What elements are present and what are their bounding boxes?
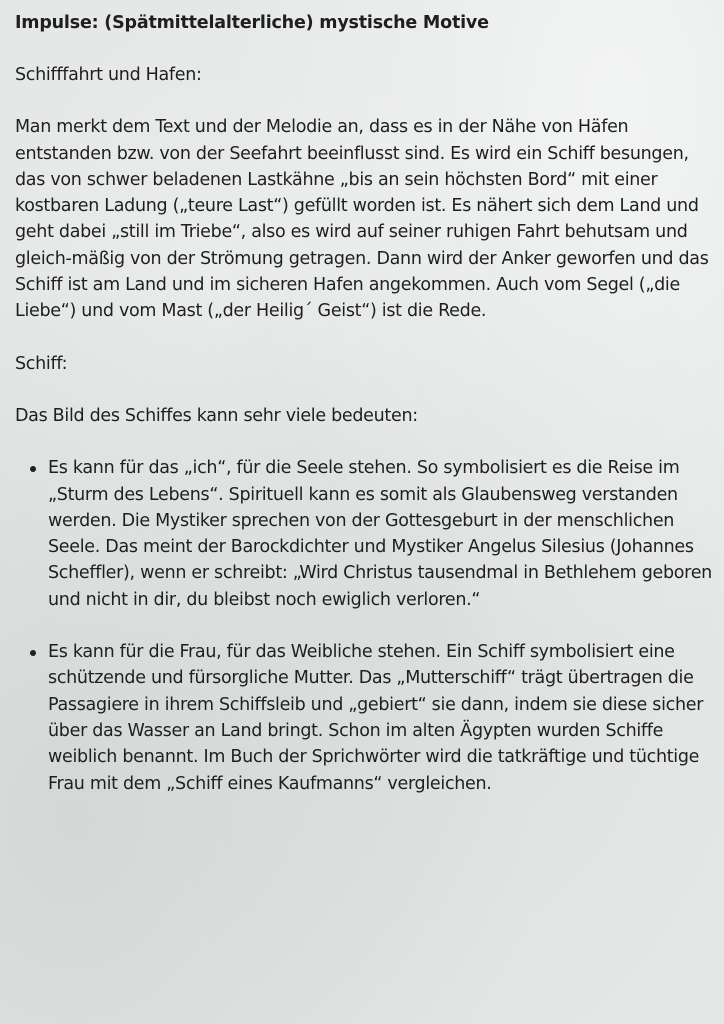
document-page xyxy=(15,10,715,823)
paragraph-ship-intro: Das Bild des Schiffes kann sehr viele bedeuten: xyxy=(15,405,418,426)
bullet-woman: Es kann für die Frau, für das Weibliche stehen. Ein Schiff symbolisiert eine schützende und fürsorgliche Mutter. Das „Mutterschiff“ trägt übertragen die Passagiere in ihrem Schiffsleib und „gebiert“ sie dann, indem sie diese sicher über das Wasser an Land bringt. Schon im alten Ägypten wurden Schiffe weiblich benannt. Im Buch der Sprichwörter wird die tatkräftige und tüchtige Frau mit dem „Schiff eines Kaufmanns“ vergleichen. xyxy=(48,639,715,797)
paragraph-shipping: Man merkt dem Text und der Melodie an, dass es in der Nähe von Häfen entstanden bzw. von der Seefahrt beeinflusst sind. Es wird ein Schiff besungen, das von schwer beladenen Lastkähne „bis an sein höchsten Bord“ mit einer kostbaren Ladung („teure Last“) gefüllt worden ist. Es nähert sich dem Land und geht dabei „still im Triebe“, also es wird auf seiner ruhigen Fahrt behutsam und gleich-mäßig von der Strömung getragen. Dann wird der Anker geworfen und das Schiff ist am Land und im sicheren Hafen angekommen. Auch vom Segel („die Liebe“) und vom Mast („der Heilig´ Geist“) ist die Rede. xyxy=(15,117,709,322)
bullet-soul: Es kann für das „ich“, für die Seele stehen. So symbolisiert es die Reise im „Sturm des Lebens“. Spirituell kann es somit als Glaubensweg verstanden werden. Die Mystiker sprechen von der Gottesgeburt in der menschlichen Seele. Das meint der Barockdichter und Mystiker Angelus Silesius (Johannes Scheffler), wenn er schreibt: „Wird Christus tausendmal in Bethlehem geboren und nicht in dir, du bleibst noch ewiglich verloren.“ xyxy=(48,455,715,613)
section-heading-shipping: Schifffahrt und Hafen: xyxy=(15,65,202,85)
section-heading-ship: Schiff: xyxy=(15,353,68,374)
document-title: Impulse: (Spätmittelalterliche) mystische Motive xyxy=(15,13,489,33)
meaning-bullet-list xyxy=(15,455,715,797)
